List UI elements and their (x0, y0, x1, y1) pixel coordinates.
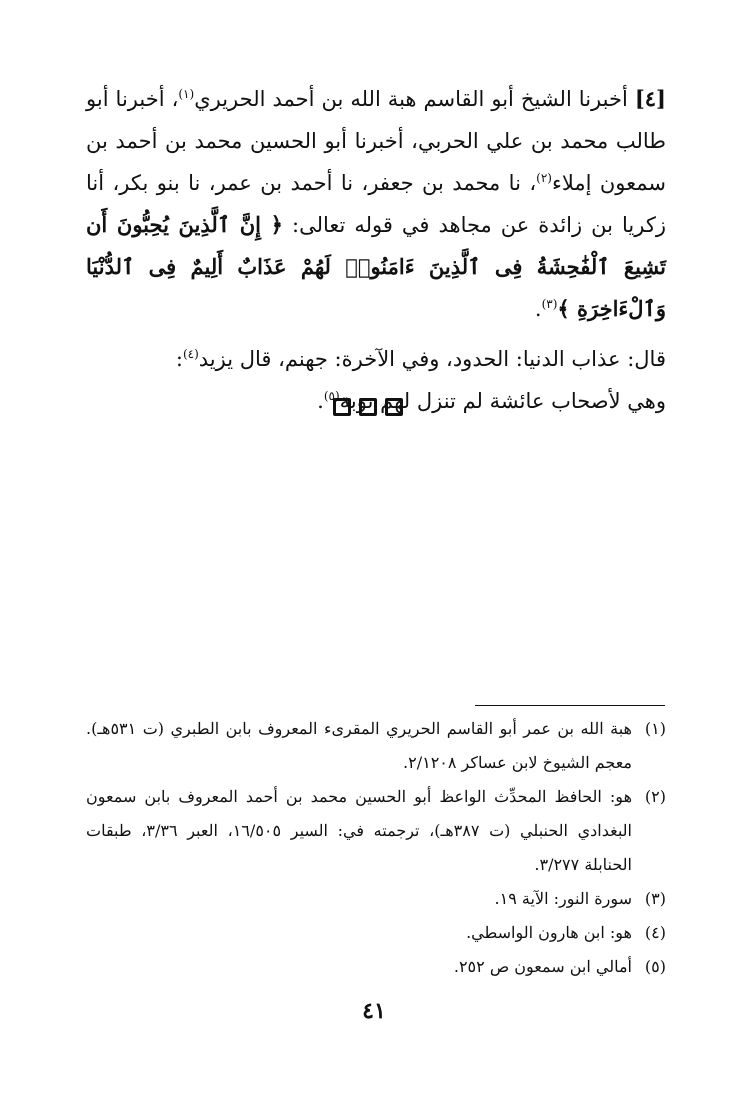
footnote-item (86, 780, 666, 882)
ornament-square (385, 398, 403, 416)
footnote-text: سورة النور: الآية ١٩. (494, 889, 632, 908)
footnote-number: (٢) (644, 787, 666, 806)
footnote-text: هبة الله بن عمر أبو القاسم الحريري المقرىء المعروف بابن الطبري (ت ٥٣١هـ). معجم الشيوخ لابن عساكر ٢/١٢٠٨. (86, 719, 632, 772)
ornament-square (333, 398, 351, 416)
footnote-marker-2: (٢) (536, 171, 552, 185)
ornament-square (359, 398, 377, 416)
footnote-separator-line (475, 705, 665, 706)
footnote-number: (٣) (644, 889, 666, 908)
footnote-item (86, 950, 666, 984)
footnote-item (86, 712, 666, 780)
footnote-number: (٤) (644, 923, 666, 942)
narration-text-b: ، أخبرنا أبو طالب محمد بن علي الحربي، أخبرنا أبو الحسين محمد بن أحمد بن سمعون إملاء (86, 87, 666, 195)
section-divider-ornament (333, 398, 403, 416)
footnote-marker-3: (٣) (541, 297, 558, 311)
hadith-number: [٤] (634, 86, 666, 111)
commentary-text-a: قال: عذاب الدنيا: الحدود، وفي الآخرة: جهنم، قال يزيد (198, 347, 666, 371)
footnotes (86, 712, 666, 984)
footnote-number: (٥) (644, 957, 666, 976)
footnote-marker-5: (٥) (323, 389, 340, 403)
footnote-text: هو: ابن هارون الواسطي. (466, 923, 632, 942)
footnote-number: (١) (644, 719, 666, 738)
quran-verse: ﴿ إِنَّ ٱلَّذِينَ يُحِبُّونَ أَن تَشِيعَ ٱلْفَٰحِشَةُ فِى ٱلَّذِينَ ءَامَنُوا۟ لَهُمْ عَذَابٌ أَلِيمٌ فِى ٱلدُّنْيَا وَٱلْءَاخِرَةِ ﴾ (86, 212, 666, 321)
narration-end: . (534, 297, 542, 321)
footnote-text: أمالي ابن سمعون ص ٢٥٢. (453, 957, 632, 976)
footnote-marker-1: (١) (178, 87, 195, 101)
commentary-colon: : (175, 347, 183, 371)
footnote-item (86, 882, 666, 916)
commentary-text-c: وهي لأصحاب عائشة لم تنزل لهم توبة (339, 389, 666, 413)
commentary-end: . (317, 389, 324, 413)
main-text (86, 78, 666, 422)
footnote-text: هو: الحافظ المحدِّث الواعظ أبو الحسين محمد بن أحمد المعروف بابن سمعون البغدادي الحنبلي (ت ٣٨٧هـ)، ترجمته في: السير ١٦/٥٠٥، العبر ٣/٣٦، طبقات الحنابلة ٣/٢٧٧. (86, 787, 632, 874)
footnote-item (86, 916, 666, 950)
page-number: ٤١ (362, 998, 386, 1024)
footnote-marker-4: (٤) (182, 347, 199, 361)
narration-paragraph (86, 78, 666, 330)
narration-text-a: أخبرنا الشيخ أبو القاسم هبة الله بن أحمد الحريري (194, 87, 628, 111)
narration-text-c: ، نا محمد بن جعفر، نا أحمد بن عمر، نا بنو بكر، أنا زكريا بن زائدة عن مجاهد في قوله تعالى: (86, 171, 666, 237)
